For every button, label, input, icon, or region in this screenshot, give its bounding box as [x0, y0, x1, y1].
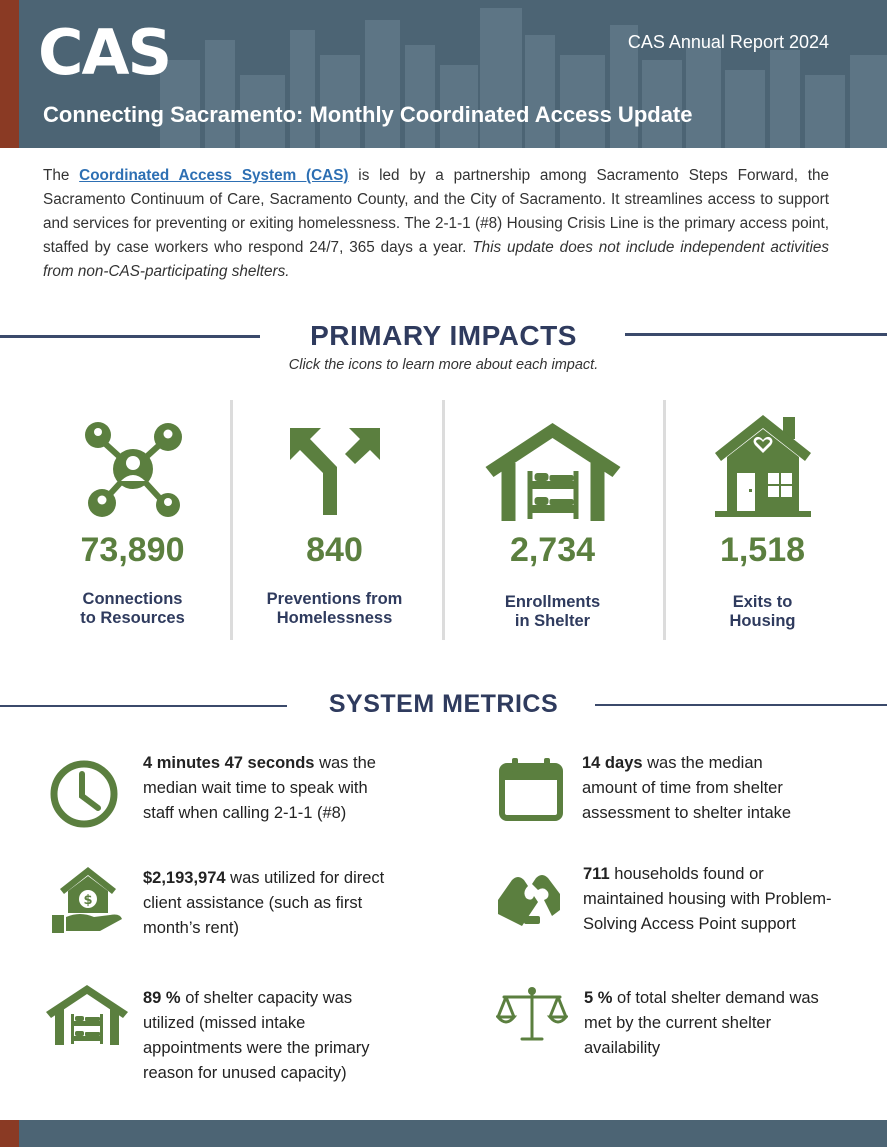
- metric-highlight: 89 %: [143, 989, 181, 1007]
- metric-text: [143, 986, 403, 1086]
- impact-connections: [50, 405, 215, 640]
- impact-label-line1: Connections: [82, 590, 183, 608]
- metric-description: of shelter capacity was utilized (missed intake appointments were the primary reason for unused capacity): [143, 989, 370, 1082]
- metric-highlight: 5 %: [584, 989, 613, 1007]
- cas-link[interactable]: Coordinated Access System (CAS): [79, 167, 349, 184]
- metric-text: [582, 751, 822, 826]
- impact-label-line1: Preventions from: [266, 590, 403, 608]
- house-heart-icon[interactable]: [713, 415, 813, 519]
- calendar-icon: [498, 758, 564, 822]
- impact-label: [680, 593, 845, 631]
- impact-value: 2,734: [509, 531, 596, 569]
- impact-label-line2: to Resources: [80, 609, 185, 627]
- metric-highlight: 4 minutes 47 seconds: [143, 754, 315, 772]
- impact-value: 73,890: [80, 531, 185, 569]
- impact-exits: [680, 405, 845, 640]
- svg-text:$: $: [83, 893, 93, 908]
- header-banner: [0, 0, 887, 148]
- impact-divider: [442, 400, 445, 640]
- intro-paragraph: [43, 164, 829, 284]
- metric-description: households found or maintained housing with Problem-Solving Access Point support: [583, 865, 832, 933]
- shelter-beds-icon[interactable]: [485, 423, 620, 521]
- metric-highlight: $2,193,974: [143, 869, 226, 887]
- impact-label-line2: Housing: [729, 612, 796, 630]
- intro-body: is led by a partnership among Sacramento Steps Forward, the Sacramento Continuum of Care, Sacramento County, and the City of Sacramento. It streamlines access to support and services for preventing or exiting homelessness. The 2-1-1 (#8) Housing Crisis Line is the primary access point, staffed by case workers who respond 24/7, 365 days a year.: [43, 167, 830, 256]
- metric-description: was utilized for direct client assistance (such as first month’s rent): [143, 869, 385, 937]
- scale-icon: [496, 985, 568, 1043]
- impact-divider: [663, 400, 666, 640]
- metric-highlight: 711: [583, 865, 610, 883]
- impact-label-line2: Homelessness: [276, 609, 393, 627]
- impacts-subtitle: Click the icons to learn more about each impact.: [288, 357, 599, 373]
- report-label: CAS Annual Report 2024: [627, 32, 829, 52]
- intro-note: This update does not include independent activities from non-CAS-participating shelters.: [43, 239, 829, 280]
- impact-label: [252, 590, 417, 628]
- metric-text: [584, 986, 834, 1061]
- intro-lead: The: [43, 167, 80, 184]
- split-arrow-icon[interactable]: [285, 423, 385, 518]
- footer-bar: [0, 1120, 887, 1147]
- metric-description: was the median wait time to speak with staff when calling 2-1-1 (#8): [143, 754, 376, 822]
- impact-label-line1: Enrollments: [504, 593, 601, 611]
- network-icon[interactable]: [78, 417, 188, 522]
- shelter-beds-small-icon: [46, 985, 128, 1045]
- metric-description: was the median amount of time from shelter assessment to shelter intake: [582, 754, 792, 822]
- impact-value: 1,518: [719, 531, 806, 569]
- metric-description: of total shelter demand was met by the current shelter availability: [584, 989, 819, 1057]
- impact-divider: [230, 400, 233, 640]
- metric-text: [143, 866, 403, 941]
- money-house-hand-icon: [50, 865, 126, 935]
- impact-label-line1: Exits to: [732, 593, 793, 611]
- impacts-heading: PRIMARY IMPACTS: [310, 320, 577, 351]
- metrics-heading: SYSTEM METRICS: [328, 690, 559, 718]
- impact-enrollments: [470, 405, 635, 640]
- metric-text: [583, 862, 833, 937]
- impact-label-line2: in Shelter: [514, 612, 591, 630]
- metric-highlight: 14 days: [582, 754, 643, 772]
- impact-label: [50, 590, 215, 628]
- impact-preventions: [252, 405, 417, 640]
- footer-accent-bar: [0, 1120, 19, 1147]
- header-accent-bar: [0, 0, 19, 148]
- page-title: Connecting Sacramento: Monthly Coordinated Access Update: [43, 102, 693, 127]
- clock-icon: [48, 758, 120, 830]
- impact-label: [470, 593, 635, 631]
- puzzle-hands-icon: [494, 870, 564, 932]
- metric-text: [143, 751, 403, 826]
- impact-value: 840: [306, 531, 363, 569]
- cas-logo: CAS: [38, 16, 171, 89]
